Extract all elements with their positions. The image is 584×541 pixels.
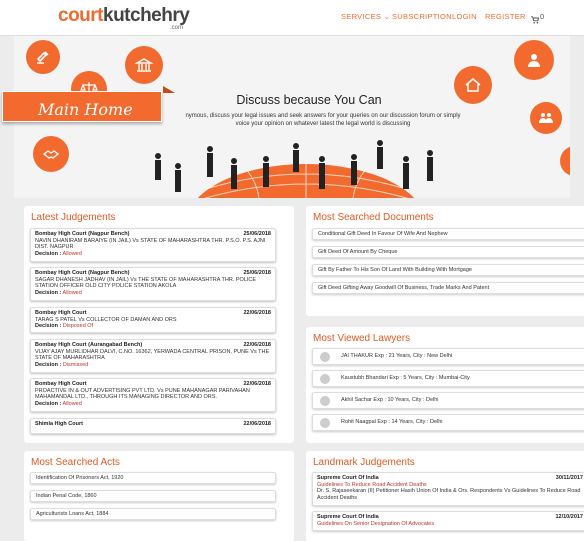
latest-judgements-card [24, 206, 294, 443]
avatar [320, 396, 330, 406]
lawyer-item[interactable] [312, 370, 584, 387]
decision-label: Decision : [35, 250, 62, 257]
avatar [320, 352, 330, 362]
most-searched-acts-title: Most Searched Acts [31, 457, 120, 468]
bubble-handshake [33, 136, 69, 172]
lawyer-info: JAI THAKUR Exp : 21 Years, City : New Delhi [341, 353, 453, 359]
avatar [320, 374, 330, 384]
landmark-judgements-card [306, 451, 584, 541]
act-link[interactable]: Indian Penal Code, 1860 [30, 490, 276, 502]
people-icon [538, 110, 554, 126]
nav-subscription[interactable]: SUBSCRIPTION [392, 12, 452, 21]
judgement-date: 25/06/2018 [243, 270, 271, 276]
worker-icon [525, 51, 543, 69]
decision-value: Dismissed [62, 361, 89, 368]
nav-services[interactable]: SERVICES ⌄ [341, 12, 391, 21]
judgement-parties: TARAG S PATEL Vs COLLECTOR OF DAMAN AND ORS [35, 316, 177, 323]
judgement-item[interactable] [30, 418, 276, 434]
judgement-parties: SAGAR DHANESH JADHAV (IN JAIL) Vs THE STATE OF MAHARASHTRA THR. POLICE STATION OFFICER OLD CITY POLICE STATION AKOLA [35, 276, 257, 289]
decision-value: Allowed [62, 400, 82, 407]
decision-value: Disposed Of [62, 323, 94, 329]
bubble-tools [560, 146, 570, 176]
ribbon-fold [163, 86, 175, 93]
landmark-parties: Dr. S. Rajaseekaran (II) Petitioner Hasih Union Of India & Ors. Respondents Vs Guidelines To Reduce Road Accident Deaths [317, 488, 581, 501]
landmark-title: Guidelines To Reduce Road Accident Deaths [317, 481, 427, 488]
most-searched-documents-card [306, 206, 584, 316]
logo-court-text: court [58, 5, 103, 26]
lawyer-item[interactable] [312, 414, 584, 431]
document-link[interactable]: Gift By Father To His Son Of Land With Building With Mortgage [312, 264, 584, 276]
lawyer-info: Kaustubh Bhandari Exp : 5 Years, City : Mumbai-City [341, 375, 470, 381]
judgement-date: 25/06/2018 [243, 231, 271, 237]
judgement-court: Bombay High Court (Nagpur Bench) [35, 231, 130, 237]
judgement-parties: PROACTIVE IN & OUT ADVERTISING PVT LTD. Vs PUNE MAHANAGAR PARIVAHAN MAHAMANDAL LTD., THROUGH ITS MANAGING DIRECTOR AND ORS. [35, 387, 250, 400]
landmark-item[interactable] [312, 472, 584, 506]
judgement-court: Bombay High Court [35, 381, 87, 387]
cart-button[interactable] [531, 11, 539, 29]
nav-register[interactable]: REGISTER [485, 12, 526, 21]
decision-label: Decision : [35, 289, 62, 296]
latest-judgements-title: Latest Judgements [31, 212, 116, 223]
most-viewed-lawyers-card [306, 327, 584, 443]
business-people-silhouettes [144, 128, 444, 198]
landmark-date: 12/10/2017 [555, 514, 583, 520]
cart-count: 0 [540, 12, 545, 21]
judgement-item[interactable] [30, 307, 276, 333]
judgement-date: 22/06/2018 [243, 421, 271, 427]
landmark-court: Supreme Court Of India [317, 514, 379, 520]
house-icon [464, 76, 482, 94]
most-viewed-lawyers-title: Most Viewed Lawyers [313, 333, 411, 344]
decision-label: Decision : [35, 323, 62, 329]
most-searched-documents-title: Most Searched Documents [313, 212, 434, 223]
bubble-building [125, 46, 163, 84]
hero-title: Discuss because You Can [236, 93, 382, 107]
decision-value: Allowed [62, 289, 82, 296]
judgement-parties: VIJAY AJAY MURLIDHAR DALVI, C.NO. 16362, YERWADA CENTRAL PRISON, PUNE Vs THE STATE OF MAHARASHTRA [35, 348, 270, 361]
judgement-court: Bombay High Court [35, 310, 87, 316]
logo-kutchehry-text: kutchehry [103, 5, 190, 26]
decision-label: Decision : [35, 361, 62, 368]
judgement-item[interactable] [30, 339, 276, 373]
most-searched-acts-card [24, 451, 294, 541]
landmark-title: Guidelines On Senior Designation Of Advocates [317, 520, 435, 527]
lawyer-item[interactable] [312, 348, 584, 365]
bubble-worker [514, 40, 554, 80]
judgement-date: 22/06/2018 [243, 310, 271, 316]
landmark-item[interactable] [312, 511, 584, 531]
judgement-court: Bombay High Court (Nagpur Bench) [35, 270, 130, 276]
hero-description: nymous, discuss your legal issues and seek answers for your queries on our discussion forum or simply voice your opinion on whatever latest the legal world is discussing [185, 113, 461, 127]
lawyer-info: Akhil Sachar Exp : 10 Years, City : Delhi [341, 397, 439, 403]
landmark-court: Supreme Court Of India [317, 475, 379, 481]
handshake-icon [42, 145, 60, 163]
top-navigation-bar [0, 0, 584, 36]
cart-icon [531, 16, 539, 24]
avatar [320, 418, 330, 428]
decision-value: Allowed [62, 250, 82, 257]
ribbon-label: Main Home [38, 100, 133, 119]
judgement-item[interactable] [30, 228, 276, 262]
site-logo[interactable] [58, 5, 189, 27]
judgement-date: 22/06/2018 [243, 342, 271, 348]
document-link[interactable]: Conditional Gift Deed In Favour Of Wife And Nephew [312, 228, 584, 240]
judgement-court: Bombay High Court (Aurangabad Bench) [35, 342, 143, 348]
nav-login[interactable]: LOGIN [452, 12, 477, 21]
judgement-item[interactable] [30, 267, 276, 301]
judgement-court: Shimla High Court [35, 421, 83, 427]
document-link[interactable]: Gift Deed Gifting Away Goodwill Of Business, Trade Marks And Patent [312, 282, 584, 294]
lawyer-item[interactable] [312, 392, 584, 409]
act-link[interactable]: Identification Of Prisoners Act, 1920 [30, 472, 276, 484]
courthouse-icon [135, 56, 153, 74]
judgement-item[interactable] [30, 378, 276, 412]
decision-label: Decision : [35, 400, 62, 407]
judgement-parties: NAVIN DHANIRAM BARAIYE (IN JAIL) Vs STATE OF MAHARASHTRA THR. P.S.O. P.S. AJNI DIST. NAGPUR [35, 237, 266, 250]
bubble-gavel [26, 40, 60, 74]
judgement-date: 22/06/2018 [243, 381, 271, 387]
landmark-judgements-title: Landmark Judgements [313, 457, 415, 468]
landmark-date: 30/11/2017 [555, 475, 583, 481]
document-link[interactable]: Gift Deed Of Amount By Cheque [312, 246, 584, 258]
act-link[interactable]: Agriculturists Loans Act, 1884 [30, 508, 276, 520]
gavel-icon [35, 49, 51, 65]
lawyer-info: Rohit Naagpal Exp : 14 Years, City : Delhi [341, 419, 443, 425]
logo-domain-text: .com [170, 25, 184, 31]
